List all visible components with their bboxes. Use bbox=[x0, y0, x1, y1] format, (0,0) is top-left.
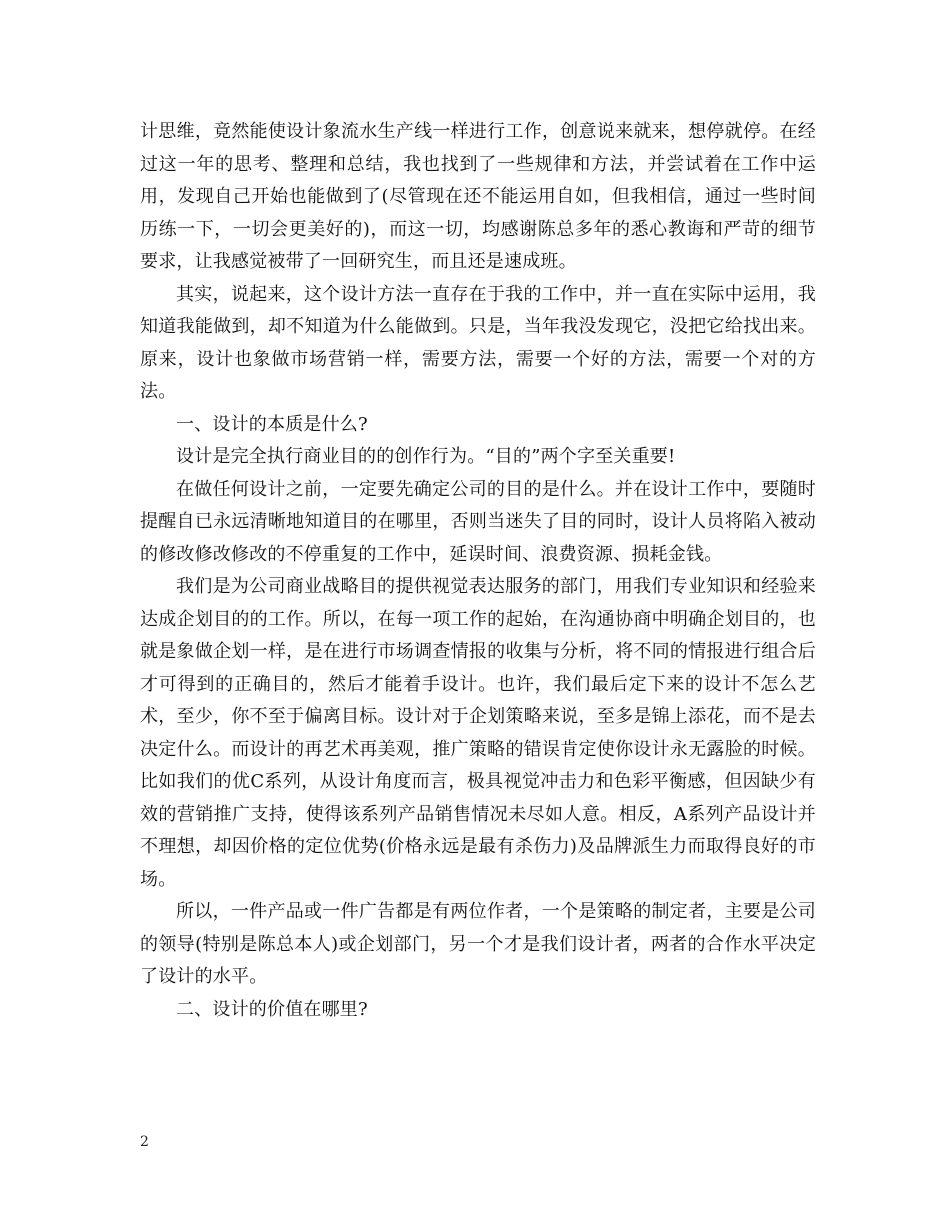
page-number: 2 bbox=[140, 1134, 149, 1150]
paragraph-continuation: 计思维，竟然能使设计象流水生产线一样进行工作，创意说来就来，想停就停。在经过这一年的思考、整理和总结，我也找到了一些规律和方法，并尝试着在工作中运用，发现自己开始也能做到了(尽管现在还不能运用自如，但我相信，通过一些时间历练一下，一切会更美好的)，而这一切，均感谢陈总多年的悉心教诲和严苛的细节要求，让我感觉被带了一回研究生，而且还是速成班。 bbox=[140, 121, 816, 272]
paragraph-design-definition: 设计是完全执行商业目的的创作行为。“目的”两个字至关重要! bbox=[176, 446, 676, 467]
document-body bbox=[140, 116, 816, 1026]
section-heading-design-value: 二、设计的价值在哪里? bbox=[176, 998, 368, 1020]
paragraph-two-authors: 所以，一件产品或一件广告都是有两位作者，一个是策略的制定者，主要是公司的领导(特别是陈总本人)或企划部门，另一个才是我们设计者，两者的合作水平决定了设计的水平。 bbox=[140, 901, 816, 987]
paragraph-determine-purpose: 在做任何设计之前，一定要先确定公司的目的是什么。并在设计工作中，要随时提醒自已永远清晰地知道目的在哪里，否则当迷失了目的同时，设计人员将陷入被动的修改修改修改的不停重复的工作中，延误时间、浪费资源、损耗金钱。 bbox=[140, 478, 816, 565]
section-heading-design-essence: 一、设计的本质是什么? bbox=[176, 413, 368, 435]
paragraph-design-method: 其实，说起来，这个设计方法一直存在于我的工作中，并一直在实际中运用，我知道我能做到，却不知道为什么能做到。只是，当年我没发现它，没把它给找出来。原来，设计也象做市场营销一样，需要方法，需要一个好的方法，需要一个对的方法。 bbox=[140, 283, 816, 402]
paragraph-department-role: 我们是为公司商业战略目的提供视觉表达服务的部门，用我们专业知识和经验来达成企划目的的工作。所以，在每一项工作的起始，在沟通协商中明确企划目的，也就是象做企划一样，是在进行市场调查情报的收集与分析，将不同的情报进行组合后才可得到的正确目的，然后才能着手设计。也许，我们最后定下来的设计不怎么艺术，至少，你不至于偏离目标。设计对于企划策略来说，至多是锦上添花，而不是去决定什么。而设计的再艺术再美观，推广策略的错误肯定使你设计永无露脸的时候。比如我们的优C系列，从设计角度而言，极具视觉冲击力和色彩平衡感，但因缺少有效的营销推广支持，使得该系列产品销售情况未尽如人意。相反，A系列产品设计并不理想，却因价格的定位优势(价格永远是最有杀伤力)及品牌派生力而取得良好的市场。 bbox=[140, 576, 816, 890]
